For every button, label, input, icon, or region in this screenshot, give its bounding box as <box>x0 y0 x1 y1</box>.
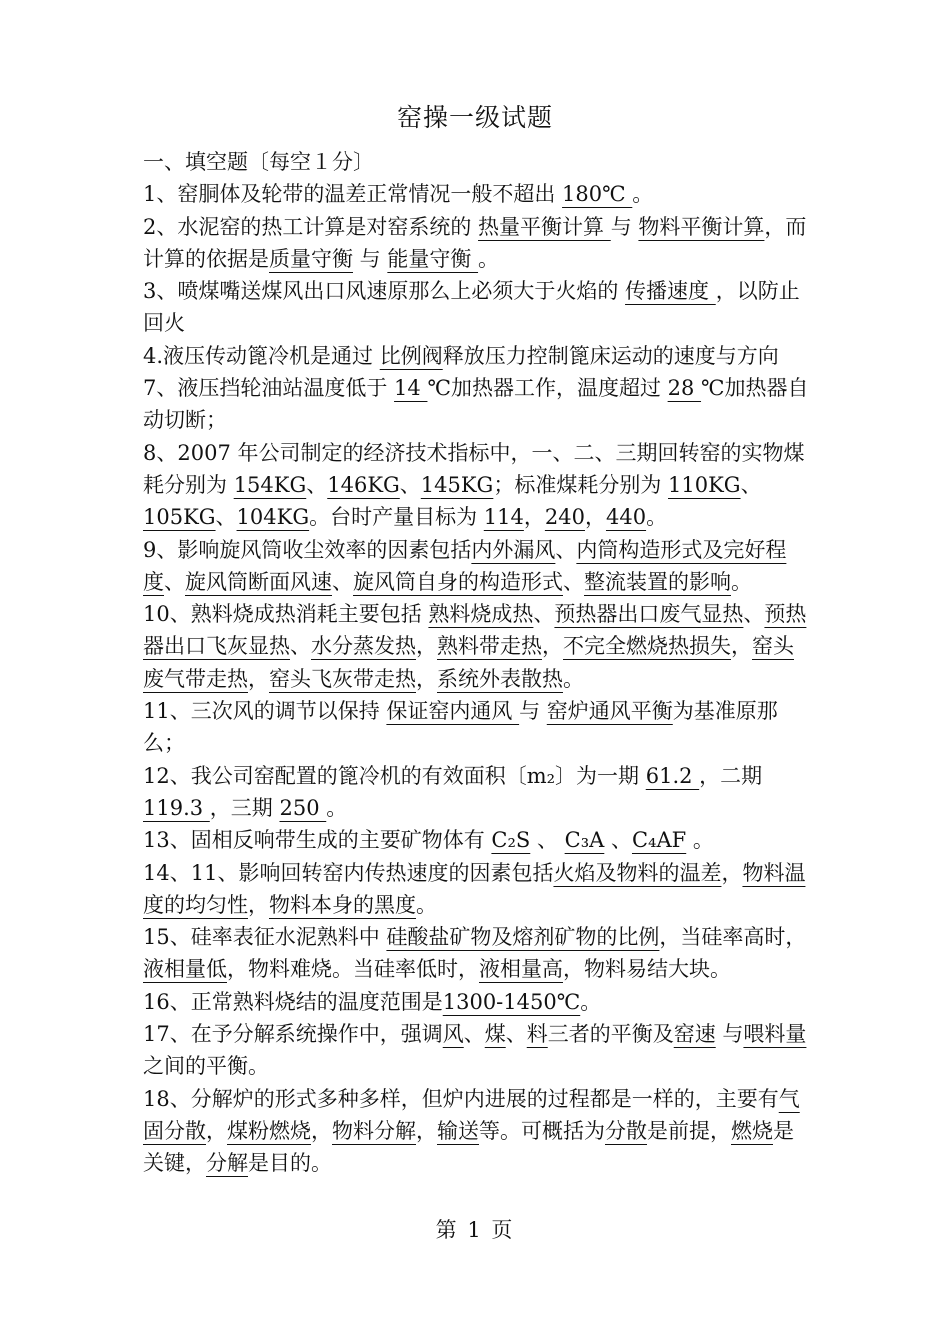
answer-blank: 内外漏风 <box>471 537 556 562</box>
question-text: ， <box>416 634 437 659</box>
question-item <box>143 760 811 825</box>
question-item <box>143 695 811 760</box>
question-text: 4.液压传动篦冷机是通过 <box>143 343 380 368</box>
question-text: ；标准煤耗分别为 <box>493 472 669 497</box>
question-text: 、 <box>164 569 185 594</box>
question-text: 、 <box>563 569 584 594</box>
question-text: ， <box>206 1118 227 1143</box>
question-text: 11、三次风的调节以保持 <box>143 699 387 724</box>
question-item <box>143 275 811 340</box>
question-text: 等。可概括为 <box>479 1118 605 1143</box>
answer-blank: 喂料量 <box>743 1022 807 1047</box>
answer-blank: 窑头飞灰带走热 <box>269 666 416 691</box>
question-text: ， <box>248 666 269 691</box>
question-text: ，以防止回火 <box>143 279 800 336</box>
question-text: ， <box>416 666 437 691</box>
question-text: 、 <box>533 602 555 627</box>
question-text: 、 <box>463 1022 485 1047</box>
question-text: ℃加热器工作，温度超过 <box>427 376 668 401</box>
answer-blank: 分解 <box>206 1151 248 1176</box>
answer-blank: 154KG <box>233 472 307 497</box>
answer-blank: 窑头废气带走热 <box>143 634 794 691</box>
answer-blank: 预热器出口飞灰显热 <box>143 602 807 659</box>
question-text: 12、我公司窑配置的篦冷机的有效面积〔m₂〕为一期 <box>143 763 646 788</box>
question-text: 15、硅率表征水泥熟料中 <box>143 925 387 950</box>
answer-blank: 240 <box>544 505 585 530</box>
question-text: ， <box>584 505 606 530</box>
question-text: 、 <box>306 472 328 497</box>
question-text: 16、正常熟料烧结的温度范围是 <box>143 989 443 1014</box>
question-text: 。台时产量目标为 <box>309 505 484 530</box>
answer-blank: 440 <box>605 505 647 530</box>
question-text: 18、分解炉的形式多种多样，但炉内进展的过程都是一样的，主要有 <box>143 1086 779 1111</box>
question-text: 与 <box>353 246 388 271</box>
question-text: ，三期 <box>209 795 280 820</box>
answer-blank: 整流装置的影响 <box>584 569 731 594</box>
question-text: 是目的。 <box>248 1151 332 1176</box>
answer-blank: 不完全燃烧热损失 <box>563 634 731 659</box>
question-item <box>143 211 811 276</box>
question-text: ，当硅率高时， <box>659 925 807 950</box>
question-text: 7、液压挡轮油站温度低于 <box>143 376 395 401</box>
answer-blank: 内筒构造形式及完好程度 <box>143 537 787 594</box>
question-text: 与 <box>519 699 547 724</box>
question-text: 。 <box>563 666 584 691</box>
answer-blank: 液相量高 <box>479 957 563 982</box>
question-text: 1、窑胴体及轮带的温差正常情况一般不超出 <box>143 182 563 207</box>
question-text: 、 <box>555 537 577 562</box>
question-text: 2、水泥窑的热工计算是对窑系统的 <box>143 214 479 239</box>
question-text: 8、2007 年公司制定的经济技术指标中，一、二、三期回转窑的实物煤耗分别为 <box>143 440 805 497</box>
question-text: 10、熟料烧成热消耗主要包括 <box>143 602 429 627</box>
answer-blank: 1300-1450℃ <box>442 989 581 1014</box>
answer-blank: 110KG <box>668 472 741 497</box>
question-text: 、 <box>215 505 237 530</box>
question-item <box>143 1018 811 1083</box>
answer-blank: 旋风筒自身的构造形式 <box>353 569 563 594</box>
question-item <box>143 921 811 986</box>
answer-blank: 物料分解 <box>332 1118 416 1143</box>
answer-blank: 能量守衡 <box>387 246 479 271</box>
answer-blank: 旋风筒断面风速 <box>185 569 332 594</box>
answer-blank: 燃烧 <box>731 1118 773 1143</box>
question-list <box>143 178 811 1179</box>
answer-blank: 质量守衡 <box>269 246 353 271</box>
answer-blank: 分散 <box>605 1118 647 1143</box>
answer-blank: 145KG <box>420 472 494 497</box>
answer-blank: 窑炉通风平衡 <box>546 699 673 724</box>
answer-blank: 传播速度 <box>625 279 716 304</box>
page-title: 窑操一级试题 <box>396 103 553 132</box>
answer-blank: 料 <box>526 1022 548 1047</box>
question-text: 。 <box>416 892 437 917</box>
answer-blank: 105KG <box>143 505 216 530</box>
question-text: 、 <box>530 828 565 853</box>
answer-blank: 预热器出口废气显热 <box>554 602 744 627</box>
answer-blank: 煤 <box>484 1022 506 1047</box>
question-text: 。 <box>326 795 348 820</box>
answer-blank: 热量平衡计算 <box>478 214 611 239</box>
answer-blank: 火焰及物料的温差 <box>553 860 722 885</box>
question-text: 。 <box>580 989 602 1014</box>
question-text: 是前提， <box>647 1118 731 1143</box>
answer-blank: 气固分散 <box>143 1086 800 1143</box>
answer-blank: 煤粉燃烧 <box>227 1118 311 1143</box>
page-number: 第 1 页 <box>435 1218 515 1242</box>
answer-blank: 114 <box>483 505 524 530</box>
answer-blank: 104KG <box>236 505 310 530</box>
question-item <box>143 1083 811 1180</box>
question-text: 是关键， <box>143 1118 794 1176</box>
question-item <box>143 824 811 856</box>
question-item <box>143 986 811 1018</box>
question-text: 之间的平衡。 <box>143 1054 269 1079</box>
question-text: 、 <box>743 602 765 627</box>
document-body <box>143 146 811 1180</box>
answer-blank: 物料本身的黑度 <box>269 892 416 917</box>
answer-blank: 物料温度的均匀性 <box>143 860 806 917</box>
answer-blank: 风 <box>442 1022 464 1047</box>
question-text: 、 <box>604 828 632 853</box>
question-text: ， <box>416 1118 437 1143</box>
answer-blank: 液相量低 <box>143 957 227 982</box>
question-text: ，而计算的依据是 <box>143 214 807 271</box>
answer-blank: 61.2 <box>645 763 700 788</box>
answer-blank: 系统外表散热 <box>437 666 563 691</box>
question-text: 、 <box>332 569 353 594</box>
answer-blank: C₃A <box>564 828 605 853</box>
question-text: 与 <box>610 214 639 239</box>
question-text: 、 <box>505 1022 527 1047</box>
question-text: 三者的平衡及 <box>547 1022 674 1047</box>
answer-blank: 146KG <box>327 472 400 497</box>
answer-blank: 熟料带走热 <box>437 634 542 659</box>
question-text: 。 <box>646 505 668 530</box>
question-text: 。 <box>731 569 752 594</box>
question-text: ，物料易结大块。 <box>563 957 731 982</box>
question-text: ， <box>523 505 545 530</box>
answer-blank: 水分蒸发热 <box>311 634 416 659</box>
question-text: 、 <box>740 472 762 497</box>
answer-blank: 比例阀 <box>379 343 443 368</box>
question-text: ，物料难烧。当硅率低时， <box>227 957 479 982</box>
answer-blank: 250 <box>279 795 327 820</box>
question-item <box>143 534 811 599</box>
question-text: 。 <box>686 828 714 853</box>
section-heading: 一、填空题〔每空１分〕 <box>143 150 374 174</box>
answer-blank: 14 <box>394 376 428 401</box>
question-text: 。 <box>478 246 500 271</box>
answer-blank: 熟料烧成热 <box>428 602 534 627</box>
question-text: 9、影响旋风筒收尘效率的因素包括 <box>143 537 472 562</box>
question-text: ， <box>542 634 563 659</box>
question-item <box>143 437 811 534</box>
question-text: 与 <box>715 1022 744 1047</box>
question-item <box>143 178 811 210</box>
question-text: ，二期 <box>699 763 763 788</box>
question-text: ， <box>731 634 752 659</box>
answer-blank: 180℃ <box>562 182 633 207</box>
answer-blank: 输送 <box>437 1118 479 1143</box>
answer-blank: 物料平衡计算 <box>638 214 765 239</box>
answer-blank: 窑速 <box>673 1022 716 1047</box>
answer-blank: 119.3 <box>143 795 210 820</box>
question-item <box>143 857 811 922</box>
question-text: 17、在予分解系统操作中，强调 <box>143 1022 443 1047</box>
answer-blank: C₂S <box>491 828 531 853</box>
question-item <box>143 598 811 695</box>
question-text: ℃加热器自动切断； <box>143 376 809 433</box>
question-text: 释放压力控制篦床运动的速度与方向 <box>442 343 779 368</box>
question-item <box>143 372 811 437</box>
answer-blank: C₄AF <box>631 828 687 853</box>
question-text: 、 <box>399 472 421 497</box>
question-text: 、 <box>290 634 311 659</box>
answer-blank: 硅酸盐矿物及熔剂矿物的比例 <box>386 925 660 950</box>
question-text: ， <box>248 892 269 917</box>
question-text: 3、喷煤嘴送煤风出口风速原那么上必须大于火焰的 <box>143 279 626 304</box>
question-text: ， <box>311 1118 332 1143</box>
question-text: 13、固相反响带生成的主要矿物体有 <box>143 828 492 853</box>
question-text: 14、11、影响回转窑内传热速度的因素包括 <box>143 860 554 885</box>
answer-blank: 保证窑内通风 <box>386 699 520 724</box>
question-item <box>143 340 811 372</box>
question-text: 为基准原那么； <box>143 699 778 756</box>
question-text: 。 <box>632 182 654 207</box>
answer-blank: 28 <box>667 376 702 401</box>
question-text: ， <box>721 860 743 885</box>
